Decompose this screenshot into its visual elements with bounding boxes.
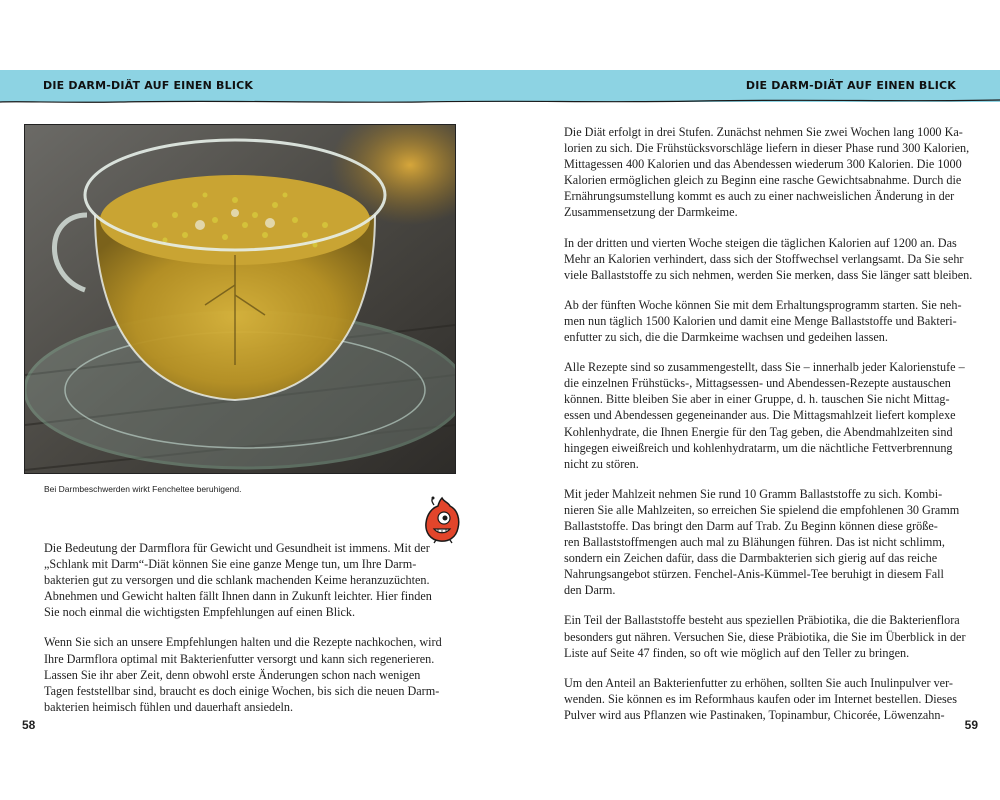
page-number-left: 58 <box>22 718 36 732</box>
text-line: enfutter zu sich, die die Darmkeime wachsen und gedeihen lassen. <box>564 330 888 345</box>
paragraph <box>564 675 958 723</box>
text-line: lorien zu sich. Die Frühstücksvorschläge liefern in dieser Phase rund 300 Kalorien, <box>564 141 970 156</box>
text-line: Nahrungsangebot stürzen. Fenchel-Anis-Kümmel-Tee beruhigt in diesem Fall <box>564 567 944 582</box>
text-line: Kalorien ermöglichen gleich zu Beginn eine rasche Gewichtsabnahme. Durch die <box>564 173 962 188</box>
text-line: Die Diät erfolgt in drei Stufen. Zunächst nehmen Sie zwei Wochen lang 1000 Ka- <box>564 125 963 139</box>
text-line: Ab der fünften Woche können Sie mit dem Erhaltungsprogramm starten. Sie neh- <box>564 297 962 312</box>
paragraph <box>44 634 442 714</box>
text-line: den Darm. <box>564 583 616 598</box>
text-line: besonders gut nähren. Versuchen Sie, diese Präbiotika, die Sie im Überblick in der <box>564 629 966 644</box>
text-line: Um den Anteil an Bakterienfutter zu erhöhen, sollten Sie auch Inulinpulver ver- <box>564 675 953 690</box>
text-line: Ernährungsumstellung kommt es auch zu einer nachweislichen Änderung in der <box>564 189 955 204</box>
text-line: wenden. Sie können es im Reformhaus kaufen oder im Internet bestellen. Dieses <box>564 691 957 706</box>
photo-caption: Bei Darmbeschwerden wirkt Fencheltee beruhigend. <box>44 484 242 494</box>
paragraph <box>564 124 970 221</box>
paragraph <box>564 486 958 599</box>
left-page-body <box>44 540 442 729</box>
text-line: In der dritten und vierten Woche steigen die täglichen Kalorien auf 1200 an. Das <box>564 235 957 250</box>
fennel-tea-photo <box>24 124 456 474</box>
text-line: bakterien heimisch fühlen und dauerhaft ansiedeln. <box>44 699 294 714</box>
paragraph <box>44 540 436 620</box>
text-line: hingegen eiweißreich und kohlenhydratarm, um die nächtliche Fettverbrennung <box>564 440 953 455</box>
paragraph <box>564 612 966 660</box>
text-line: Alle Rezepte sind so zusammengestellt, dass Sie – innerhalb jeder Kalorienstufe – <box>564 360 965 375</box>
running-header-right: DIE DARM-DIÄT AUF EINEN BLICK <box>745 79 956 92</box>
text-line: Mehr an Kalorien verhindert, dass sich der Stoffwechsel verlangsamt. Da Sie sehr <box>564 251 964 266</box>
text-line: bakterien gut zu versorgen und die schlank machenden Keime heranzuzüchten. <box>44 573 430 588</box>
text-line: Mittagessen 400 Kalorien und das Abendessen wiederum 300 Kalorien. Die 1000 <box>564 157 962 172</box>
text-line: die einzelnen Frühstücks-, Mittagsessen- und Abendessen-Rezepte austauschen <box>564 376 951 391</box>
text-line: Kohlenhydrate, die Ihnen Energie für den Tag geben, die Abendmahlzeiten sind <box>564 424 953 439</box>
text-line: Liste auf Seite 47 finden, so oft wie möglich auf den Teller zu bringen. <box>564 645 910 660</box>
text-line: „Schlank mit Darm“-Diät können Sie eine ganze Menge tun, um Ihre Darm- <box>44 557 417 572</box>
text-line: Sie noch einmal die wichtigsten Empfehlungen auf einen Blick. <box>44 605 356 620</box>
header-band-torn-edge <box>0 98 1000 104</box>
paragraph <box>564 297 962 345</box>
text-line: ren Ballaststoffmengen auch mal zu Blähungen führen. Das ist nicht schlimm, <box>564 535 945 550</box>
text-line: Pulver wird aus Pflanzen wie Pastinaken, Topinambur, Chicorée, Löwenzahn- <box>564 707 945 722</box>
text-line: Mit jeder Mahlzeit nehmen Sie rund 10 Gramm Ballaststoffe zu sich. Kombi- <box>564 486 943 501</box>
text-line: Abnehmen und Gewicht halten fällt Ihnen dann in Zukunft leichter. Hier finden <box>44 589 432 604</box>
text-line: nicht zu stören. <box>564 456 639 471</box>
text-line: Ihre Darmflora optimal mit Bakterienfutter versorgt und kann sich regenerieren. <box>44 651 435 666</box>
running-header-left: DIE DARM-DIÄT AUF EINEN BLICK <box>43 79 254 92</box>
text-line: viele Ballaststoffe zu sich nehmen, werden Sie merken, dass Sie länger satt bleiben. <box>564 267 973 282</box>
text-line: können. Bitte bleiben Sie aber in einer Gruppe, d. h. tauschen Sie nicht Mittag- <box>564 392 950 407</box>
text-line: essen und Abendessen gegeneinander aus. Die Mittagsmahlzeit liefert komplexe <box>564 408 956 423</box>
text-line: Wenn Sie sich an unsere Empfehlungen halten und die Rezepte nachkochen, wird <box>44 635 442 650</box>
text-line: sondern ein Zeichen dafür, dass die Darmbakterien sich gierig auf das reiche <box>564 551 938 566</box>
paragraph <box>564 359 965 472</box>
text-line: nieren Sie alle Mahlzeiten, so erreichen Sie spielend die empfohlenen 30 Gramm <box>564 502 960 517</box>
text-line: Die Bedeutung der Darmflora für Gewicht und Gesundheit ist immens. Mit der <box>44 541 430 555</box>
paragraph <box>564 235 973 283</box>
page-number-right: 59 <box>964 718 978 732</box>
text-line: Tagen feststellbar sind, braucht es doch einige Wochen, bis sich die neuen Darm- <box>44 683 440 698</box>
bacterium-mascot-icon <box>422 496 462 544</box>
text-line: Ballaststoffe. Das bringt den Darm auf Trab. Zu Beginn können diese größe- <box>564 518 938 533</box>
text-line: Zusammensetzung der Darmkeime. <box>564 205 738 220</box>
text-line: Lassen Sie ihr aber Zeit, denn obwohl erste Änderungen schon nach wenigen <box>44 667 421 682</box>
text-line: Ein Teil der Ballaststoffe besteht aus speziellen Präbiotika, die die Bakterienflora <box>564 613 960 628</box>
text-line: men nun täglich 1500 Kalorien und damit eine Menge Ballaststoffe und Bakteri- <box>564 313 957 328</box>
